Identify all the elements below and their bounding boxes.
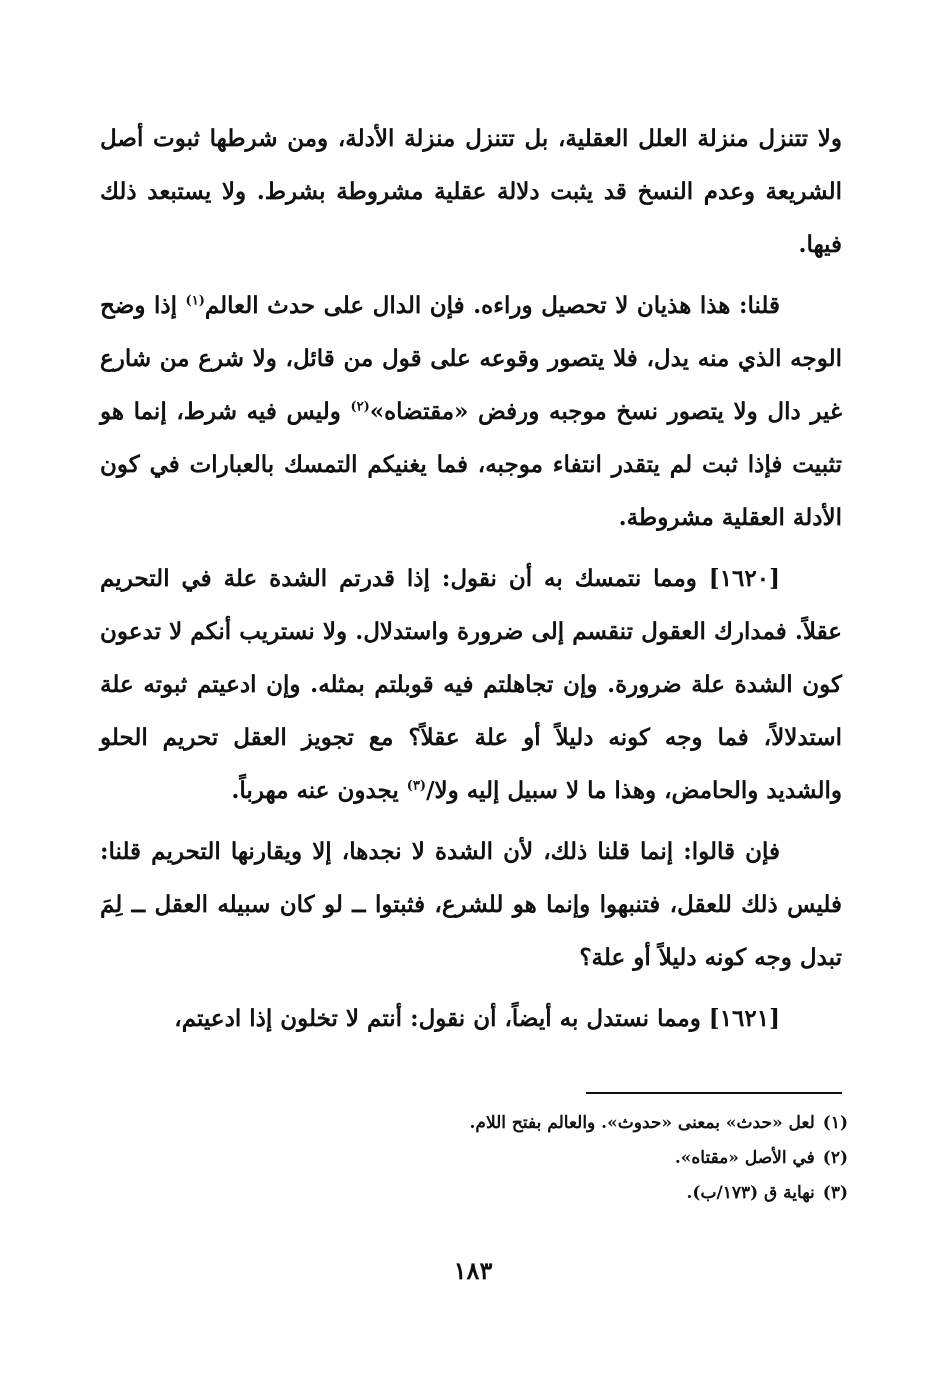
paragraph-3-text-b: يجدون عنه مهرباً. <box>231 777 407 804</box>
footnote-ref-1: (١) <box>185 293 205 309</box>
footnote-3 <box>100 1176 848 1211</box>
paragraph-1-text: ولا تتنزل منزلة العلل العقلية، بل تتنزل منزلة الأدلة، ومن شرطها ثبوت أصل الشريعة وعدم النسخ قد يثبت دلالة عقلية مشروطة بشرط. ولا يستبعد ذلك فيها. <box>100 125 842 258</box>
footnotes <box>100 1106 848 1211</box>
paragraph-2-text-c: وليس فيه شرط، إنما هو تثبيت فإذا ثبت لم يتقدر انتفاء موجبه، فما يغنيكم التمسك بالعبارات في كون الأدلة العقلية مشروطة. <box>100 398 842 531</box>
footnote-1-number: (١) <box>822 1113 848 1133</box>
footnote-1-text: لعل «حدث» بمعنى «حدوث». والعالم بفتح اللام. <box>469 1113 815 1133</box>
paragraph-3-text-a: [١٦٢٠] ومما نتمسك به أن نقول: إذا قدرتم الشدة علة في التحريم عقلاً. فمدارك العقول تنقسم إلى ضرورة واستدلال. ولا نستريب أنكم لا تدعون كون الشدة علة ضرورة. وإن تجاهلتم فيه قوبلتم بمثله. وإن ادعيتم ثبوته علة استدلالاً، فما وجه كونه دليلاً أو علة عقلاً؟ مع تجويز العقل تحريم الحلو والشديد والحامض، وهذا ما لا سبيل إليه ولا/ <box>100 565 842 804</box>
footnote-2-number: (٢) <box>822 1148 848 1168</box>
page-number: ١٨٣ <box>453 1256 493 1285</box>
footnote-3-text: نهاية ق (١٧٣/ب). <box>686 1183 815 1203</box>
footnote-ref-3: (٣) <box>406 778 427 794</box>
paragraph-4 <box>100 825 842 984</box>
footnote-ref-2: (٢) <box>350 399 370 415</box>
paragraph-2-text-b: إذا وضح الوجه الذي منه يدل، فلا يتصور وقوعه على قول من قائل، ولا شرع من شارع غير دال ولا يتصور نسخ موجبه ورفض «مقتضاه» <box>100 292 842 425</box>
paragraph-5 <box>100 992 842 1045</box>
paragraph-5-text: [١٦٢١] ومما نستدل به أيضاً، أن نقول: أنتم لا تخلون إذا ادعيتم، <box>174 1005 780 1032</box>
main-text <box>100 112 842 1053</box>
paragraph-4-text: فإن قالوا: إنما قلنا ذلك، لأن الشدة لا نجدها، إلا ويقارنها التحريم قلنا: فليس ذلك للعقل، فتنبهوا وإنما هو للشرع، فثبتوا ــ لو كان سبيله العقل ــ لِمَ تبدل وجه كونه دليلاً أو علة؟ <box>100 838 842 971</box>
footnote-2 <box>100 1141 848 1176</box>
paragraph-2 <box>100 279 842 544</box>
footnote-1 <box>100 1106 848 1141</box>
footnote-3-number: (٣) <box>822 1183 848 1203</box>
paragraph-3 <box>100 552 842 817</box>
footnote-divider <box>586 1092 842 1094</box>
paragraph-2-text-a: قلنا: هذا هذيان لا تحصيل وراءه. فإن الدال على حدث العالم <box>204 292 781 319</box>
footnote-2-text: في الأصل «مقتاه». <box>674 1148 815 1168</box>
paragraph-1 <box>100 112 842 271</box>
